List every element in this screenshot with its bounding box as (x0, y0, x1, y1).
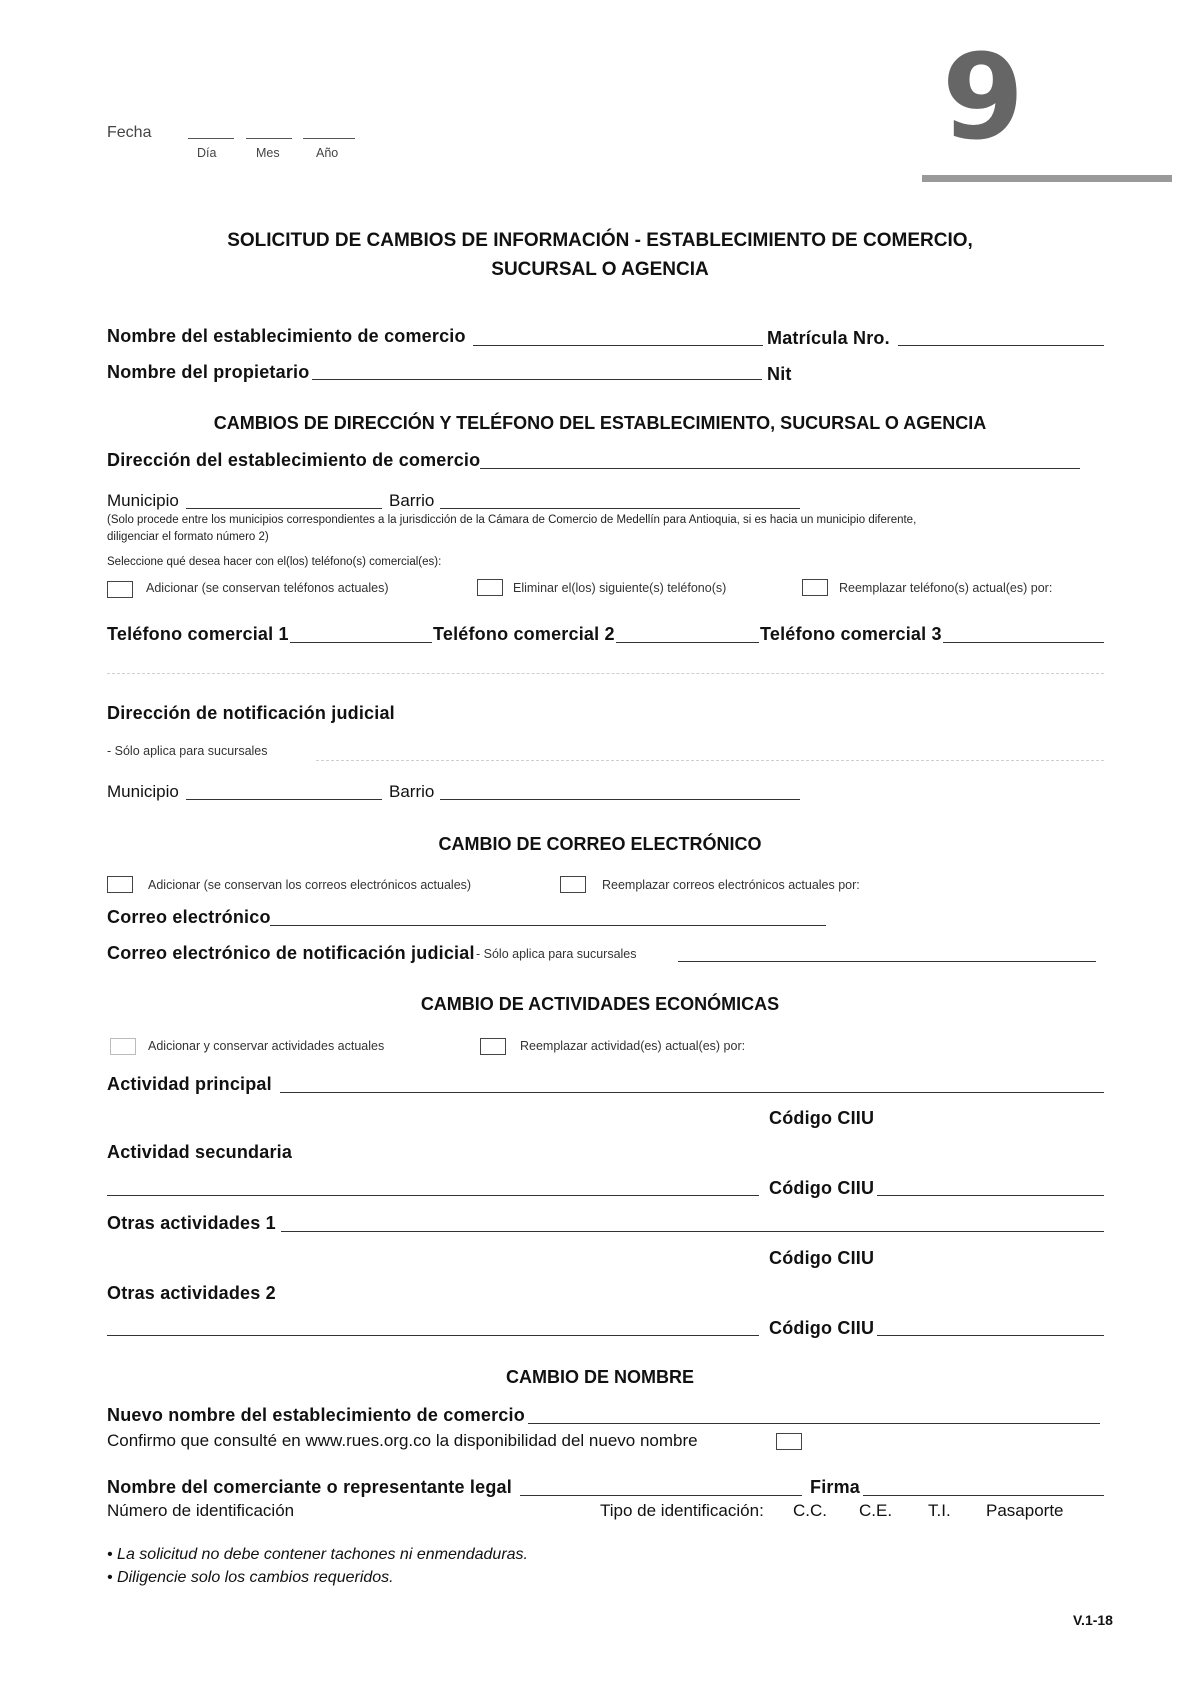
correo-reemplazar-checkbox[interactable] (560, 876, 586, 893)
municipio2-label: Municipio (107, 782, 179, 801)
firma-label: Firma (810, 1477, 861, 1497)
representante-label: Nombre del comerciante o representante legal (107, 1477, 512, 1497)
actividades-adicionar-checkbox[interactable] (110, 1038, 136, 1055)
section-nombre-title: CAMBIO DE NOMBRE (506, 1367, 694, 1387)
municipio-note-line1: (Solo procede entre los municipios correspondientes a la jurisdicción de la Cámara de Comercio de Medellín para Antioquia, si es hacia un municipio diferente, (107, 514, 917, 526)
matricula-label: Matrícula Nro. (767, 328, 890, 348)
section-actividades-title: CAMBIO DE ACTIVIDADES ECONÓMICAS (420, 994, 780, 1014)
nombre-propietario-label: Nombre del propietario (107, 362, 310, 382)
tipo-pasaporte-option[interactable]: Pasaporte (986, 1501, 1064, 1520)
actividades-adicionar-label: Adicionar y conservar actividades actuales (148, 1039, 385, 1053)
telefono2-field[interactable] (616, 642, 759, 643)
fecha-anio-label: Año (316, 146, 339, 160)
ciiu-otras2-label: Código CIIU (769, 1318, 875, 1338)
note-diligencie: • Diligencie solo los cambios requeridos. (107, 1569, 394, 1586)
correo-judicial-note: - Sólo aplica para sucursales (476, 947, 637, 961)
tipo-identificacion-label: Tipo de identificación: (600, 1501, 764, 1520)
separator-dashed (107, 673, 1104, 674)
nuevo-nombre-label: Nuevo nombre del establecimiento de comercio (107, 1405, 525, 1425)
notificacion-judicial-field[interactable] (316, 760, 1104, 761)
nuevo-nombre-field[interactable] (528, 1423, 1100, 1424)
nit-label: Nit (767, 364, 792, 384)
nombre-establecimiento-label: Nombre del establecimiento de comercio (107, 326, 466, 346)
ciiu-principal-label: Código CIIU (769, 1108, 875, 1128)
otras-actividades2-label: Otras actividades 2 (107, 1283, 276, 1303)
fecha-label: Fecha (107, 124, 152, 141)
nombre-establecimiento-field[interactable] (473, 345, 763, 346)
otras-actividades1-label: Otras actividades 1 (107, 1213, 276, 1233)
actividad-principal-label: Actividad principal (107, 1074, 272, 1094)
actividad-principal-field[interactable] (280, 1092, 1104, 1093)
correo-judicial-label: Correo electrónico de notificación judicial (107, 943, 475, 963)
section-direccion-title: CAMBIOS DE DIRECCIÓN Y TELÉFONO DEL ESTABLECIMIENTO, SUCURSAL O AGENCIA (213, 413, 987, 433)
tel-eliminar-checkbox[interactable] (477, 579, 503, 596)
confirmo-rues-label: Confirmo que consulté en www.rues.org.co la disponibilidad del nuevo nombre (107, 1431, 698, 1450)
correo-adicionar-checkbox[interactable] (107, 876, 133, 893)
fecha-mes-label: Mes (256, 146, 280, 160)
direccion-label: Dirección del establecimiento de comercio (107, 450, 481, 470)
actividades-reemplazar-checkbox[interactable] (480, 1038, 506, 1055)
barrio-label: Barrio (389, 491, 435, 510)
solo-sucursales-note: - Sólo aplica para sucursales (107, 744, 268, 758)
fecha-dia-line[interactable] (188, 138, 234, 139)
telefono3-label: Teléfono comercial 3 (760, 624, 942, 644)
barrio-field[interactable] (440, 508, 800, 509)
representante-field[interactable] (520, 1495, 802, 1496)
seleccione-telefonos: Seleccione qué desea hacer con el(los) teléfono(s) comercial(es): (107, 556, 442, 568)
actividades-reemplazar-label: Reemplazar actividad(es) actual(es) por: (520, 1039, 746, 1053)
telefono1-label: Teléfono comercial 1 (107, 624, 289, 644)
numero-identificacion-label: Número de identificación (107, 1501, 295, 1520)
header-bar (922, 175, 1172, 182)
correo-judicial-field[interactable] (678, 961, 1096, 962)
tipo-ce-option[interactable]: C.E. (859, 1501, 893, 1520)
tipo-cc-option[interactable]: C.C. (793, 1501, 827, 1520)
form-title-line1: SOLICITUD DE CAMBIOS DE INFORMACIÓN - ESTABLECIMIENTO DE COMERCIO, (227, 230, 973, 251)
matricula-field[interactable] (898, 345, 1104, 346)
version-label: V.1-18 (1073, 1612, 1113, 1628)
ciiu-otras2-field[interactable] (877, 1335, 1104, 1336)
ciiu-otras1-label: Código CIIU (769, 1248, 875, 1268)
barrio2-label: Barrio (389, 782, 435, 801)
confirmo-rues-checkbox[interactable] (776, 1433, 802, 1450)
telefono1-field[interactable] (290, 642, 432, 643)
note-tachones: • La solicitud no debe contener tachones ni enmendaduras. (107, 1546, 528, 1563)
tipo-ti-option[interactable]: T.I. (928, 1501, 951, 1520)
tel-adicionar-checkbox[interactable] (107, 581, 133, 598)
municipio-note-line2: diligenciar el formato número 2) (107, 531, 269, 543)
tel-adicionar-label: Adicionar (se conservan teléfonos actuales) (146, 581, 389, 595)
municipio-field[interactable] (186, 508, 382, 509)
firma-field[interactable] (863, 1495, 1104, 1496)
notificacion-judicial-label: Dirección de notificación judicial (107, 703, 395, 723)
telefono2-label: Teléfono comercial 2 (433, 624, 615, 644)
correo-reemplazar-label: Reemplazar correos electrónicos actuales por: (602, 878, 860, 892)
tel-reemplazar-label: Reemplazar teléfono(s) actual(es) por: (839, 581, 1053, 595)
correo-label: Correo electrónico (107, 907, 271, 927)
otras-actividades1-field[interactable] (281, 1231, 1104, 1232)
ciiu-secundaria-label: Código CIIU (769, 1178, 875, 1198)
actividad-secundaria-label: Actividad secundaria (107, 1142, 293, 1162)
correo-adicionar-label: Adicionar (se conservan los correos electrónicos actuales) (148, 878, 472, 892)
correo-field[interactable] (270, 925, 826, 926)
fecha-mes-line[interactable] (246, 138, 292, 139)
barrio2-field[interactable] (440, 799, 800, 800)
direccion-field[interactable] (480, 468, 1080, 469)
municipio2-field[interactable] (186, 799, 382, 800)
tel-reemplazar-checkbox[interactable] (802, 579, 828, 596)
fecha-dia-label: Día (197, 146, 217, 160)
actividad-secundaria-field[interactable] (107, 1195, 759, 1196)
fecha-anio-line[interactable] (303, 138, 355, 139)
ciiu-secundaria-field[interactable] (877, 1195, 1104, 1196)
nombre-propietario-field[interactable] (312, 379, 762, 380)
municipio-label: Municipio (107, 491, 179, 510)
tel-eliminar-label: Eliminar el(los) siguiente(s) teléfono(s) (513, 581, 727, 595)
form-number: 9 (942, 28, 1025, 166)
section-correo-title: CAMBIO DE CORREO ELECTRÓNICO (438, 834, 762, 854)
otras-actividades2-field[interactable] (107, 1335, 759, 1336)
form-title-line2: SUCURSAL O AGENCIA (491, 259, 709, 280)
telefono3-field[interactable] (943, 642, 1104, 643)
